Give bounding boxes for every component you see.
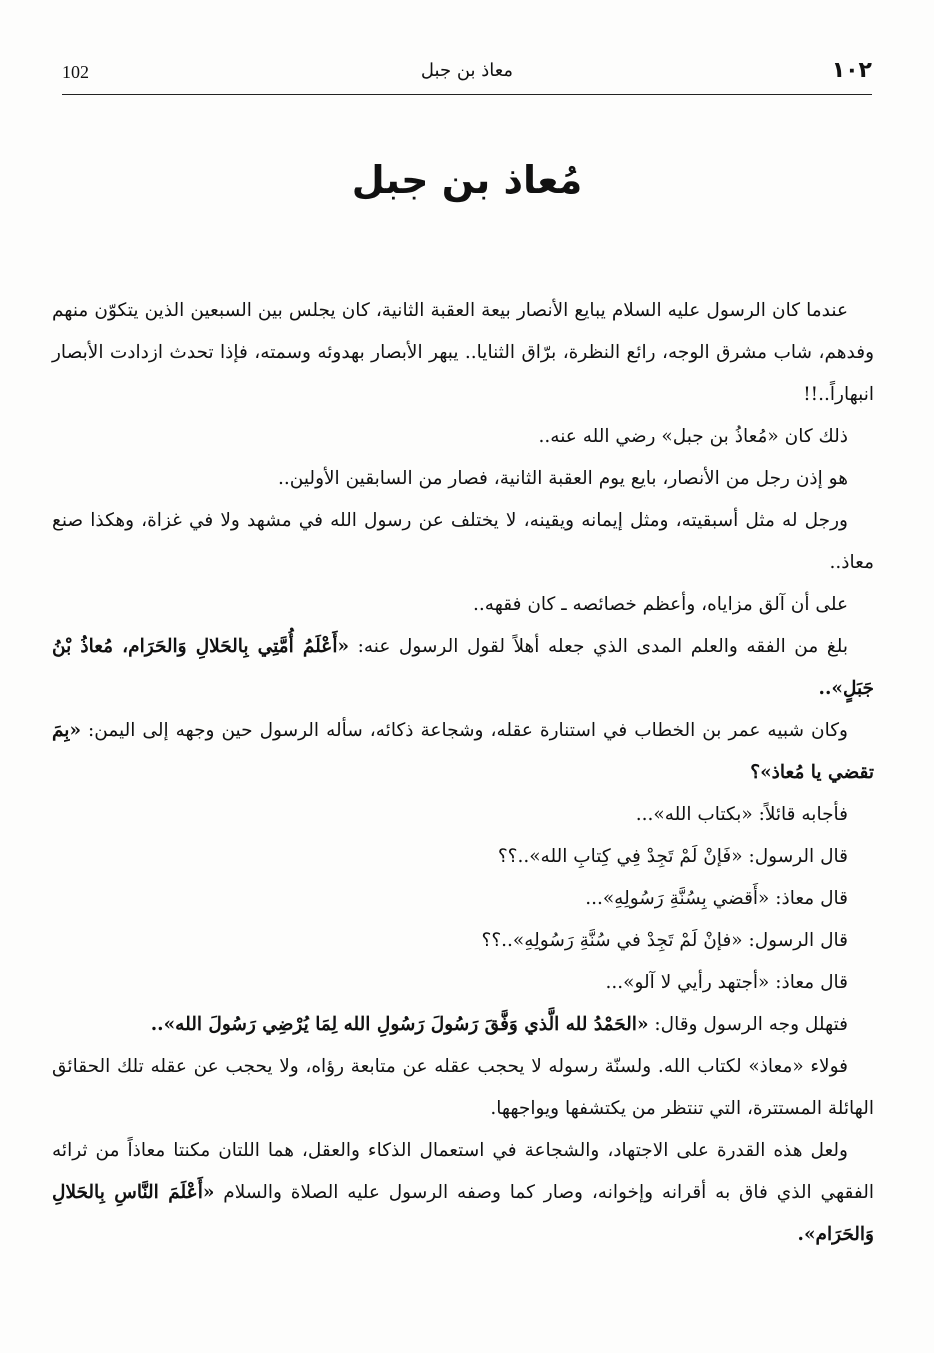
- paragraph: [52, 962, 874, 1004]
- running-title: معاذ بن جبل: [420, 60, 514, 81]
- paragraph: [52, 1004, 874, 1046]
- paragraph-text: ورجل له مثل أسبقيته، ومثل إيمانه ويقينه، لا يختلف عن رسول الله في مشهد ولا في غزاة، وهكذا صنع معاذ..: [52, 510, 874, 573]
- paragraph-text: فولاء «معاذ» لكتاب الله. ولسنّة رسوله لا يحجب عقله عن متابعة رؤاه، ولا يحجب عن عقله تلك الحقائق الهائلة المستترة، التي تنتظر من يكتشفها ويواجهها.: [52, 1056, 874, 1119]
- paragraph-text: فتهلل وجه الرسول وقال:: [654, 1014, 848, 1035]
- paragraph: [52, 626, 874, 710]
- hadith-quote: «الحَمْدُ لله الَّذي وَفَّقَ رَسُولَ رَسُولِ الله لِمَا يُرْضِي رَسُولَ الله»..: [150, 1014, 649, 1035]
- hadith-quote: «أَعْلَمُ أُمَّتِي بِالحَلالِ وَالحَرَام، مُعاذُ بْنُ جَبَلٍ»..: [52, 636, 874, 699]
- paragraph: [52, 920, 874, 962]
- paragraph: [52, 416, 874, 458]
- paragraph: [52, 584, 874, 626]
- paragraph: [52, 290, 874, 416]
- hadith-quote: «أَعْلَمَ النَّاسِ بِالحَلالِ وَالحَرَام».: [52, 1182, 874, 1245]
- hadith-quote: «بِمَ تقضي يا مُعاذ»؟: [52, 720, 874, 783]
- paragraph-text: عندما كان الرسول عليه السلام يبايع الأنصار بيعة العقبة الثانية، كان يجلس بين السبعين الذين يتكوّن منهم وفدهم، شاب مشرق الوجه، رائع النظرة، برّاق الثنايا.. يبهر الأبصار بهدوئه وسمته، فإذا تحدث ازدادت الأبصار انبهاراً..!!: [52, 300, 874, 405]
- paragraph-text: قال الرسول: «فَإنْ لَمْ تَجِدْ فِي كِتابِ الله»..؟؟: [497, 846, 848, 867]
- paragraph: [52, 794, 874, 836]
- paragraph-text: على أن آلق مزاياه، وأعظم خصائصه ـ كان فقهه..: [473, 594, 848, 615]
- chapter-title: مُعاذ بن جبل: [351, 158, 583, 202]
- page-number-arabic: ١٠٢: [831, 58, 872, 83]
- paragraph: [52, 710, 874, 794]
- paragraph-text: هو إذن رجل من الأنصار، بايع يوم العقبة الثانية، فصار من السابقين الأولين..: [278, 468, 848, 489]
- paragraph-text: قال معاذ: «أَقضي بِسُنَّةِ رَسُولِهِ»...: [585, 888, 848, 909]
- page-number-latin: 102: [62, 62, 89, 82]
- paragraph-text: قال معاذ: «أجتهد رأيي لا آلو»...: [605, 972, 848, 993]
- paragraph-text: وكان شبيه عمر بن الخطاب في استنارة عقله، وشجاعة ذكائه، سأله الرسول حين وجهه إلى اليمن:: [88, 720, 848, 741]
- page-header: [62, 58, 872, 95]
- paragraph-text: قال الرسول: «فإنْ لَمْ تَجِدْ في سُنَّةِ رَسُولِهِ»..؟؟: [481, 930, 848, 951]
- paragraph: [52, 1046, 874, 1130]
- paragraph: [52, 500, 874, 584]
- paragraph-text: بلغ من الفقه والعلم المدى الذي جعله أهلاً لقول الرسول عنه:: [357, 636, 848, 657]
- paragraph: [52, 458, 874, 500]
- body-text: [52, 290, 874, 1256]
- paragraph: [52, 1130, 874, 1256]
- paragraph: [52, 836, 874, 878]
- paragraph-text: ذلك كان «مُعاذُ بن جبل» رضي الله عنه..: [538, 426, 848, 447]
- paragraph: [52, 878, 874, 920]
- paragraph-text: ولعل هذه القدرة على الاجتهاد، والشجاعة في استعمال الذكاء والعقل، هما اللتان مكنتا معاذاً من ثرائه الفقهي الذي فاق به أقرانه وإخوانه، وصار كما وصفه الرسول عليه الصلاة والسلام: [52, 1140, 874, 1203]
- paragraph-text: فأجابه قائلاً: «بكتاب الله»...: [635, 804, 848, 825]
